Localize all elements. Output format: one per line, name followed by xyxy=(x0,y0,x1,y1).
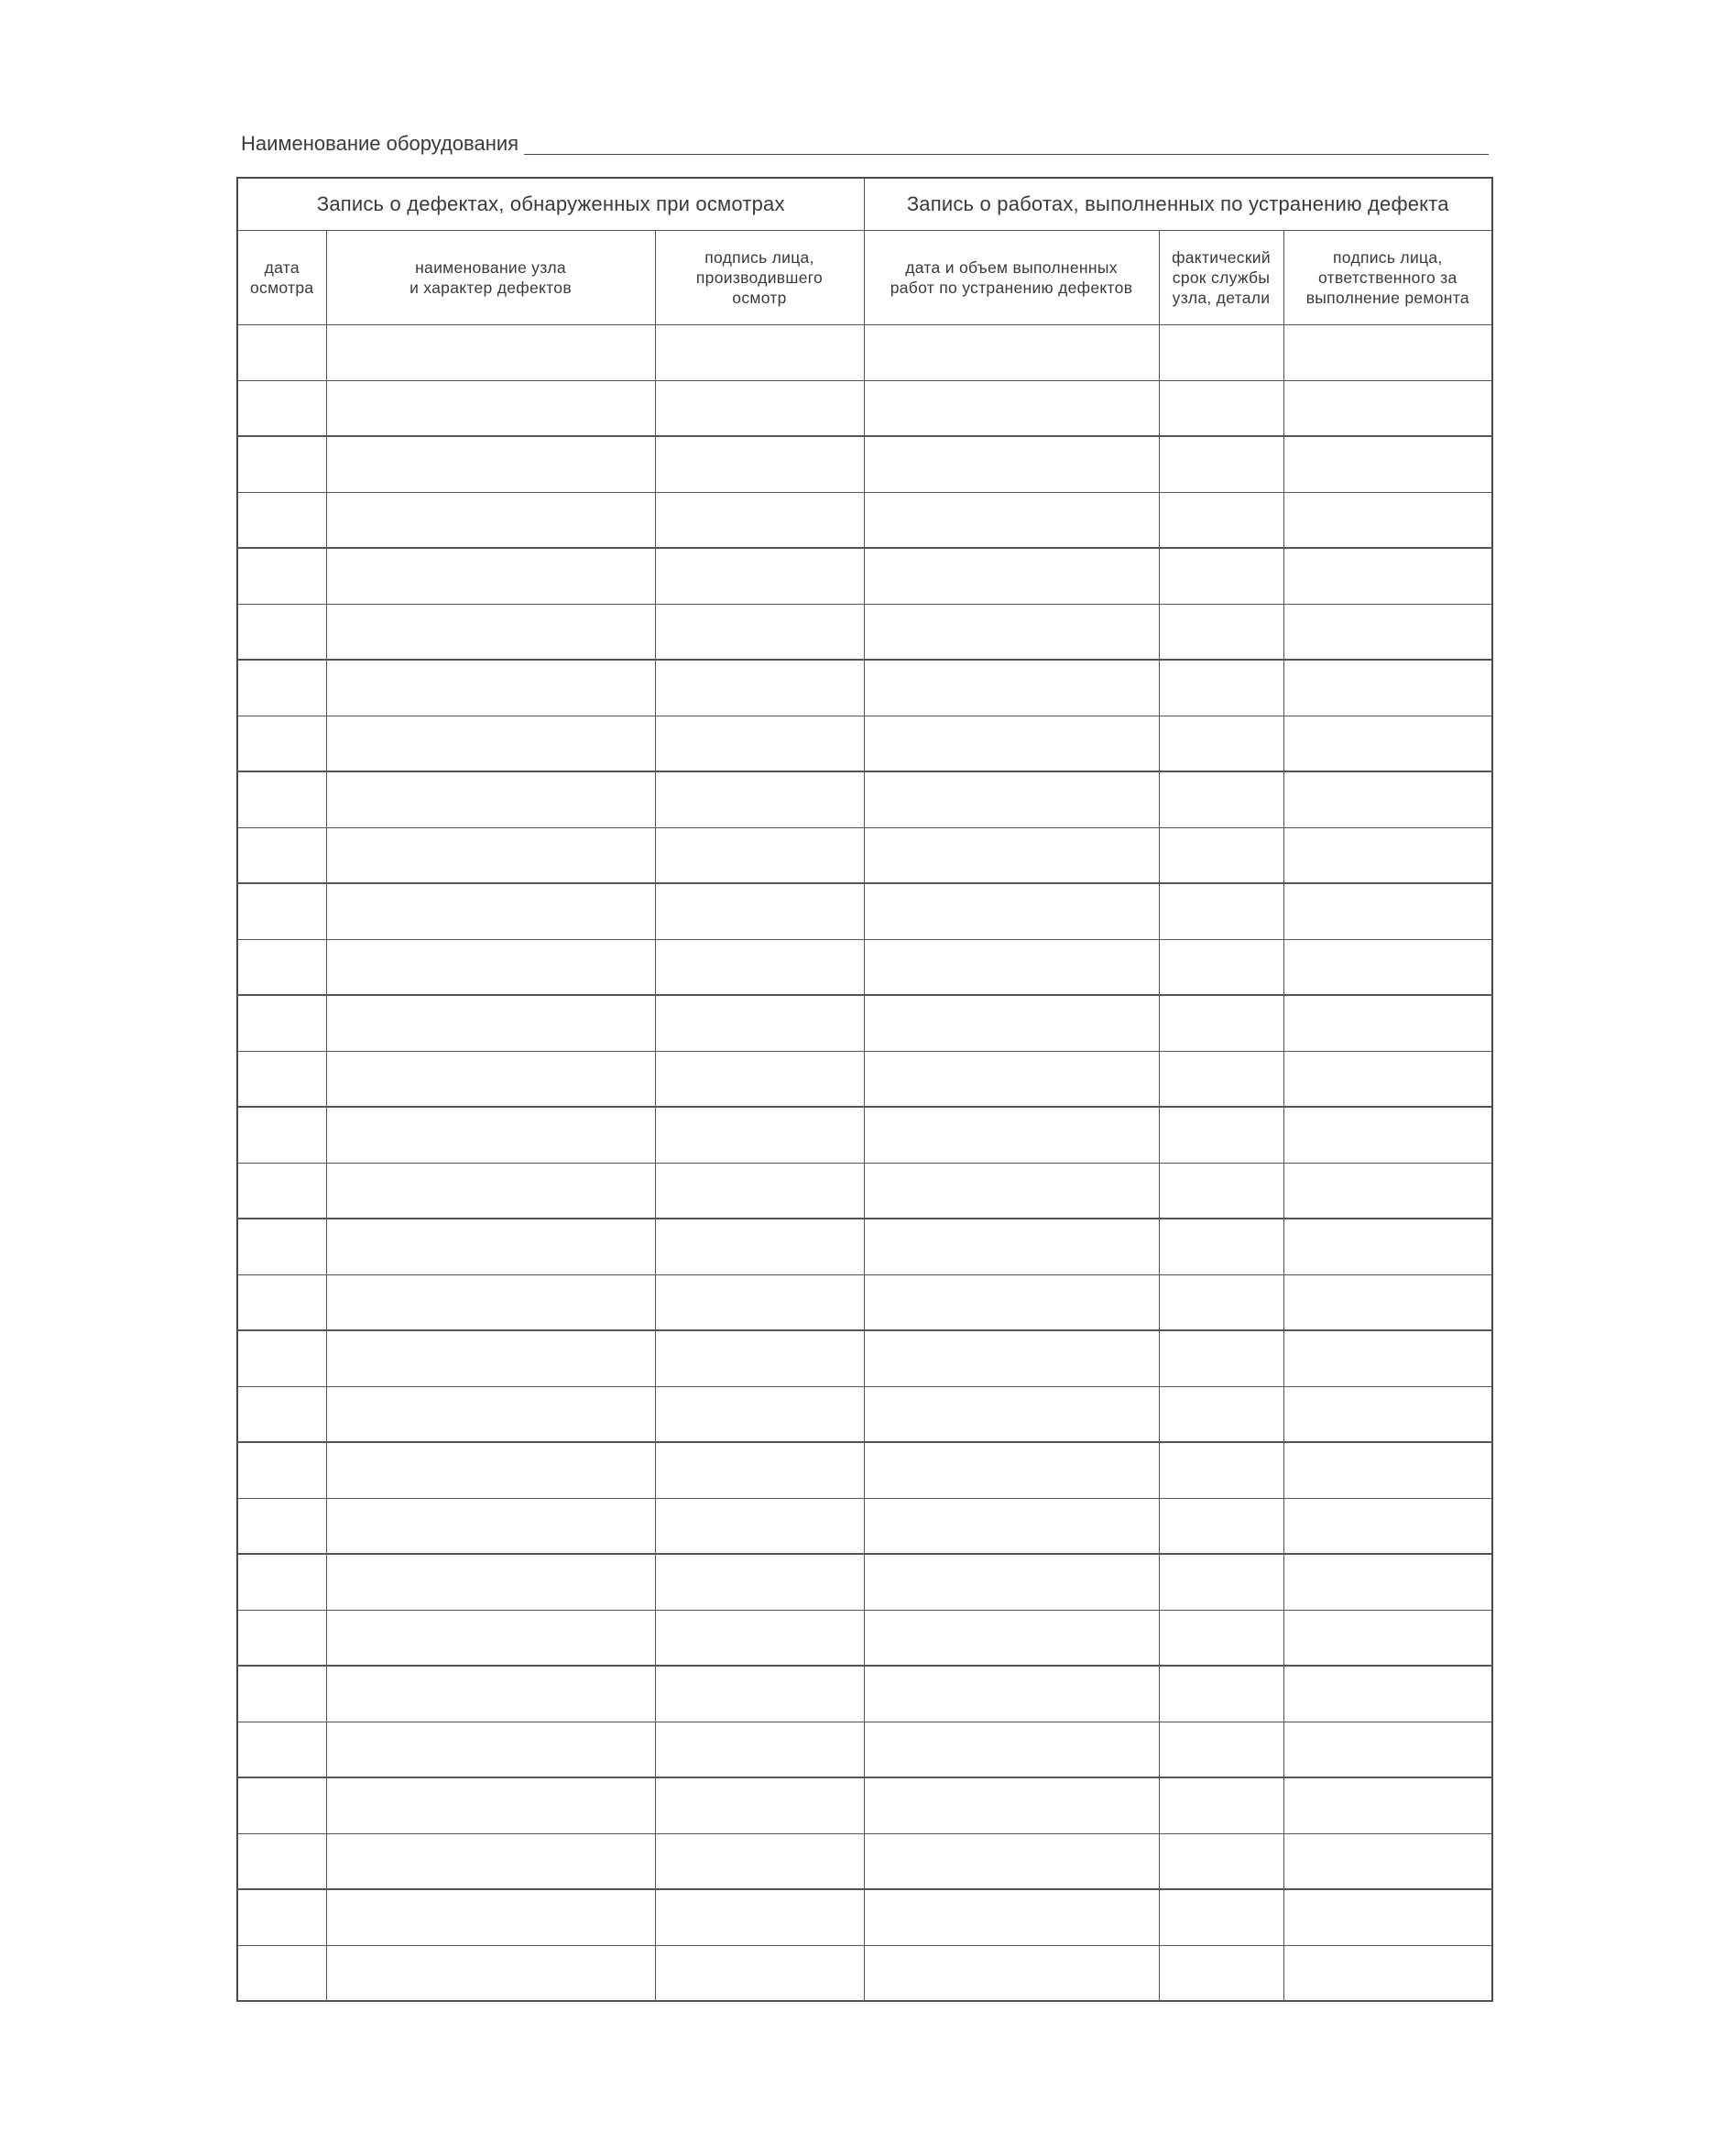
col-repair-signature-header: подпись лица, ответственного за выполнение ремонта xyxy=(1283,231,1492,325)
equipment-name-line xyxy=(241,131,1489,155)
service-life-cell[interactable] xyxy=(1159,1107,1283,1163)
col-unit-defect-header: наименование узла и характер дефектов xyxy=(326,231,655,325)
unit-defect-cell[interactable] xyxy=(326,380,655,436)
table-row xyxy=(237,1219,1492,1274)
table-row xyxy=(237,1274,1492,1330)
repair-work-cell[interactable] xyxy=(864,1554,1159,1610)
repair-signature-cell[interactable] xyxy=(1283,660,1492,716)
repair-signature-cell[interactable] xyxy=(1283,548,1492,604)
repair-work-cell[interactable] xyxy=(864,604,1159,660)
inspection-date-cell[interactable] xyxy=(237,604,326,660)
repair-work-cell[interactable] xyxy=(864,716,1159,771)
repair-signature-cell[interactable] xyxy=(1283,995,1492,1051)
service-life-cell[interactable] xyxy=(1159,1219,1283,1274)
repair-signature-cell[interactable] xyxy=(1283,1386,1492,1442)
repair-work-cell[interactable] xyxy=(864,1330,1159,1386)
unit-defect-cell[interactable] xyxy=(326,492,655,548)
repair-work-cell[interactable] xyxy=(864,380,1159,436)
table-row xyxy=(237,771,1492,827)
table-row xyxy=(237,604,1492,660)
service-life-cell[interactable] xyxy=(1159,436,1283,492)
repair-signature-cell[interactable] xyxy=(1283,827,1492,883)
repair-signature-cell[interactable] xyxy=(1283,1330,1492,1386)
service-life-cell[interactable] xyxy=(1159,1666,1283,1722)
col-service-life-header: фактический срок службы узла, детали xyxy=(1159,231,1283,325)
journal-body xyxy=(237,325,1492,2002)
repair-signature-cell[interactable] xyxy=(1283,1777,1492,1833)
inspector-signature-cell[interactable] xyxy=(655,1666,864,1722)
repairs-record-group-header: Запись о работах, выполненных по устранению дефекта xyxy=(864,178,1492,231)
service-life-cell[interactable] xyxy=(1159,604,1283,660)
inspector-signature-cell[interactable] xyxy=(655,1219,864,1274)
service-life-cell[interactable] xyxy=(1159,1722,1283,1777)
repair-work-cell[interactable] xyxy=(864,1722,1159,1777)
inspector-signature-cell[interactable] xyxy=(655,492,864,548)
inspection-date-cell[interactable] xyxy=(237,1051,326,1107)
unit-defect-cell[interactable] xyxy=(326,1777,655,1833)
repair-work-cell[interactable] xyxy=(864,492,1159,548)
unit-defect-cell[interactable] xyxy=(326,660,655,716)
unit-defect-cell[interactable] xyxy=(326,771,655,827)
repair-work-cell[interactable] xyxy=(864,1777,1159,1833)
repair-signature-cell[interactable] xyxy=(1283,1833,1492,1889)
inspector-signature-cell[interactable] xyxy=(655,1051,864,1107)
inspection-date-cell[interactable] xyxy=(237,380,326,436)
service-life-cell[interactable] xyxy=(1159,380,1283,436)
inspection-date-cell[interactable] xyxy=(237,1330,326,1386)
defects-record-group-header: Запись о дефектах, обнаруженных при осмотрах xyxy=(237,178,864,231)
service-life-cell[interactable] xyxy=(1159,771,1283,827)
unit-defect-cell[interactable] xyxy=(326,1945,655,2001)
service-life-cell[interactable] xyxy=(1159,660,1283,716)
inspector-signature-cell[interactable] xyxy=(655,883,864,939)
repair-work-cell[interactable] xyxy=(864,1386,1159,1442)
unit-defect-cell[interactable] xyxy=(326,827,655,883)
inspector-signature-cell[interactable] xyxy=(655,1442,864,1498)
service-life-cell[interactable] xyxy=(1159,1330,1283,1386)
repair-signature-cell[interactable] xyxy=(1283,1554,1492,1610)
col-inspector-signature-header: подпись лица, производившего осмотр xyxy=(655,231,864,325)
table-row xyxy=(237,1107,1492,1163)
inspection-date-cell[interactable] xyxy=(237,1442,326,1498)
unit-defect-cell[interactable] xyxy=(326,1274,655,1330)
inspector-signature-cell[interactable] xyxy=(655,939,864,995)
inspector-signature-cell[interactable] xyxy=(655,771,864,827)
table-row xyxy=(237,1722,1492,1777)
table-row xyxy=(237,1386,1492,1442)
inspector-signature-cell[interactable] xyxy=(655,716,864,771)
unit-defect-cell[interactable] xyxy=(326,548,655,604)
unit-defect-cell[interactable] xyxy=(326,1610,655,1666)
service-life-cell[interactable] xyxy=(1159,548,1283,604)
inspection-date-cell[interactable] xyxy=(237,492,326,548)
repair-signature-cell[interactable] xyxy=(1283,1219,1492,1274)
inspection-date-cell[interactable] xyxy=(237,1386,326,1442)
repair-signature-cell[interactable] xyxy=(1283,325,1492,381)
unit-defect-cell[interactable] xyxy=(326,1554,655,1610)
table-row xyxy=(237,1777,1492,1833)
repair-signature-cell[interactable] xyxy=(1283,436,1492,492)
unit-defect-cell[interactable] xyxy=(326,1498,655,1554)
repair-work-cell[interactable] xyxy=(864,1051,1159,1107)
inspection-date-cell[interactable] xyxy=(237,1666,326,1722)
table-row xyxy=(237,1666,1492,1722)
inspector-signature-cell[interactable] xyxy=(655,1833,864,1889)
unit-defect-cell[interactable] xyxy=(326,1666,655,1722)
table-row xyxy=(237,939,1492,995)
inspection-date-cell[interactable] xyxy=(237,1889,326,1945)
service-life-cell[interactable] xyxy=(1159,492,1283,548)
unit-defect-cell[interactable] xyxy=(326,1163,655,1219)
repair-work-cell[interactable] xyxy=(864,660,1159,716)
unit-defect-cell[interactable] xyxy=(326,1889,655,1945)
repair-work-cell[interactable] xyxy=(864,1833,1159,1889)
service-life-cell[interactable] xyxy=(1159,1833,1283,1889)
inspection-date-cell[interactable] xyxy=(237,1498,326,1554)
service-life-cell[interactable] xyxy=(1159,827,1283,883)
inspection-date-cell[interactable] xyxy=(237,660,326,716)
unit-defect-cell[interactable] xyxy=(326,1051,655,1107)
table-row xyxy=(237,492,1492,548)
service-life-cell[interactable] xyxy=(1159,1498,1283,1554)
repair-signature-cell[interactable] xyxy=(1283,1274,1492,1330)
inspection-date-cell[interactable] xyxy=(237,436,326,492)
inspector-signature-cell[interactable] xyxy=(655,604,864,660)
repair-work-cell[interactable] xyxy=(864,1219,1159,1274)
service-life-cell[interactable] xyxy=(1159,939,1283,995)
unit-defect-cell[interactable] xyxy=(326,325,655,381)
repair-work-cell[interactable] xyxy=(864,1889,1159,1945)
col-inspection-date-header: дата осмотра xyxy=(237,231,326,325)
service-life-cell[interactable] xyxy=(1159,995,1283,1051)
unit-defect-cell[interactable] xyxy=(326,1386,655,1442)
table-row xyxy=(237,380,1492,436)
inspection-date-cell[interactable] xyxy=(237,1777,326,1833)
repair-signature-cell[interactable] xyxy=(1283,1722,1492,1777)
inspection-date-cell[interactable] xyxy=(237,939,326,995)
service-life-cell[interactable] xyxy=(1159,1051,1283,1107)
inspector-signature-cell[interactable] xyxy=(655,1945,864,2001)
repair-signature-cell[interactable] xyxy=(1283,1498,1492,1554)
table-row xyxy=(237,995,1492,1051)
inspector-signature-cell[interactable] xyxy=(655,1274,864,1330)
repair-work-cell[interactable] xyxy=(864,1163,1159,1219)
repair-signature-cell[interactable] xyxy=(1283,1051,1492,1107)
repair-signature-cell[interactable] xyxy=(1283,1107,1492,1163)
inspection-date-cell[interactable] xyxy=(237,1833,326,1889)
table-row xyxy=(237,548,1492,604)
service-life-cell[interactable] xyxy=(1159,1274,1283,1330)
col-repair-work-header: дата и объем выполненных работ по устранению дефектов xyxy=(864,231,1159,325)
inspection-date-cell[interactable] xyxy=(237,1945,326,2001)
inspector-signature-cell[interactable] xyxy=(655,436,864,492)
service-life-cell[interactable] xyxy=(1159,1554,1283,1610)
unit-defect-cell[interactable] xyxy=(326,1442,655,1498)
equipment-name-label: Наименование оборудования xyxy=(241,132,519,155)
inspector-signature-cell[interactable] xyxy=(655,1610,864,1666)
table-row xyxy=(237,1330,1492,1386)
inspector-signature-cell[interactable] xyxy=(655,1330,864,1386)
inspection-date-cell[interactable] xyxy=(237,1722,326,1777)
inspector-signature-cell[interactable] xyxy=(655,1107,864,1163)
inspection-date-cell[interactable] xyxy=(237,716,326,771)
inspection-date-cell[interactable] xyxy=(237,1610,326,1666)
repair-signature-cell[interactable] xyxy=(1283,492,1492,548)
table-row xyxy=(237,1554,1492,1610)
service-life-cell[interactable] xyxy=(1159,1442,1283,1498)
unit-defect-cell[interactable] xyxy=(326,1833,655,1889)
repair-signature-cell[interactable] xyxy=(1283,1666,1492,1722)
repair-signature-cell[interactable] xyxy=(1283,939,1492,995)
service-life-cell[interactable] xyxy=(1159,325,1283,381)
service-life-cell[interactable] xyxy=(1159,1889,1283,1945)
repair-work-cell[interactable] xyxy=(864,436,1159,492)
inspection-date-cell[interactable] xyxy=(237,883,326,939)
repair-work-cell[interactable] xyxy=(864,995,1159,1051)
table-row xyxy=(237,660,1492,716)
unit-defect-cell[interactable] xyxy=(326,883,655,939)
table-row xyxy=(237,1610,1492,1666)
unit-defect-cell[interactable] xyxy=(326,1722,655,1777)
repair-work-cell[interactable] xyxy=(864,548,1159,604)
service-life-cell[interactable] xyxy=(1159,1386,1283,1442)
service-life-cell[interactable] xyxy=(1159,1777,1283,1833)
inspector-signature-cell[interactable] xyxy=(655,1498,864,1554)
service-life-cell[interactable] xyxy=(1159,716,1283,771)
repair-work-cell[interactable] xyxy=(864,1945,1159,2001)
table-row xyxy=(237,1442,1492,1498)
repair-work-cell[interactable] xyxy=(864,771,1159,827)
repair-signature-cell[interactable] xyxy=(1283,1610,1492,1666)
inspector-signature-cell[interactable] xyxy=(655,1722,864,1777)
repair-signature-cell[interactable] xyxy=(1283,883,1492,939)
repair-work-cell[interactable] xyxy=(864,827,1159,883)
unit-defect-cell[interactable] xyxy=(326,716,655,771)
inspection-date-cell[interactable] xyxy=(237,1219,326,1274)
unit-defect-cell[interactable] xyxy=(326,939,655,995)
repair-signature-cell[interactable] xyxy=(1283,1163,1492,1219)
inspection-date-cell[interactable] xyxy=(237,548,326,604)
service-life-cell[interactable] xyxy=(1159,1610,1283,1666)
repair-work-cell[interactable] xyxy=(864,325,1159,381)
unit-defect-cell[interactable] xyxy=(326,1219,655,1274)
repair-signature-cell[interactable] xyxy=(1283,716,1492,771)
inspection-date-cell[interactable] xyxy=(237,827,326,883)
repair-work-cell[interactable] xyxy=(864,1498,1159,1554)
repair-work-cell[interactable] xyxy=(864,883,1159,939)
unit-defect-cell[interactable] xyxy=(326,1330,655,1386)
inspection-date-cell[interactable] xyxy=(237,1554,326,1610)
equipment-name-field[interactable] xyxy=(524,136,1489,155)
table-row xyxy=(237,1833,1492,1889)
defects-journal-table xyxy=(236,177,1493,2002)
unit-defect-cell[interactable] xyxy=(326,436,655,492)
table-row xyxy=(237,436,1492,492)
table-row xyxy=(237,1051,1492,1107)
inspector-signature-cell[interactable] xyxy=(655,1386,864,1442)
repair-work-cell[interactable] xyxy=(864,1666,1159,1722)
inspection-date-cell[interactable] xyxy=(237,995,326,1051)
unit-defect-cell[interactable] xyxy=(326,604,655,660)
inspection-date-cell[interactable] xyxy=(237,1107,326,1163)
inspector-signature-cell[interactable] xyxy=(655,1554,864,1610)
inspector-signature-cell[interactable] xyxy=(655,380,864,436)
inspection-date-cell[interactable] xyxy=(237,1274,326,1330)
inspector-signature-cell[interactable] xyxy=(655,660,864,716)
inspection-date-cell[interactable] xyxy=(237,325,326,381)
repair-signature-cell[interactable] xyxy=(1283,1442,1492,1498)
inspector-signature-cell[interactable] xyxy=(655,995,864,1051)
repair-work-cell[interactable] xyxy=(864,1274,1159,1330)
table-row xyxy=(237,827,1492,883)
repair-signature-cell[interactable] xyxy=(1283,1945,1492,2001)
unit-defect-cell[interactable] xyxy=(326,995,655,1051)
repair-signature-cell[interactable] xyxy=(1283,771,1492,827)
table-row xyxy=(237,1163,1492,1219)
inspector-signature-cell[interactable] xyxy=(655,1889,864,1945)
repair-signature-cell[interactable] xyxy=(1283,604,1492,660)
table-row xyxy=(237,1498,1492,1554)
inspector-signature-cell[interactable] xyxy=(655,548,864,604)
inspector-signature-cell[interactable] xyxy=(655,1163,864,1219)
repair-signature-cell[interactable] xyxy=(1283,1889,1492,1945)
repair-work-cell[interactable] xyxy=(864,1610,1159,1666)
inspector-signature-cell[interactable] xyxy=(655,325,864,381)
service-life-cell[interactable] xyxy=(1159,1945,1283,2001)
repair-signature-cell[interactable] xyxy=(1283,380,1492,436)
service-life-cell[interactable] xyxy=(1159,1163,1283,1219)
inspection-date-cell[interactable] xyxy=(237,771,326,827)
inspector-signature-cell[interactable] xyxy=(655,827,864,883)
inspection-date-cell[interactable] xyxy=(237,1163,326,1219)
repair-work-cell[interactable] xyxy=(864,939,1159,995)
table-row xyxy=(237,1889,1492,1945)
service-life-cell[interactable] xyxy=(1159,883,1283,939)
table-row xyxy=(237,1945,1492,2001)
table-row xyxy=(237,325,1492,381)
unit-defect-cell[interactable] xyxy=(326,1107,655,1163)
repair-work-cell[interactable] xyxy=(864,1107,1159,1163)
repair-work-cell[interactable] xyxy=(864,1442,1159,1498)
table-row xyxy=(237,716,1492,771)
table-row xyxy=(237,883,1492,939)
inspector-signature-cell[interactable] xyxy=(655,1777,864,1833)
